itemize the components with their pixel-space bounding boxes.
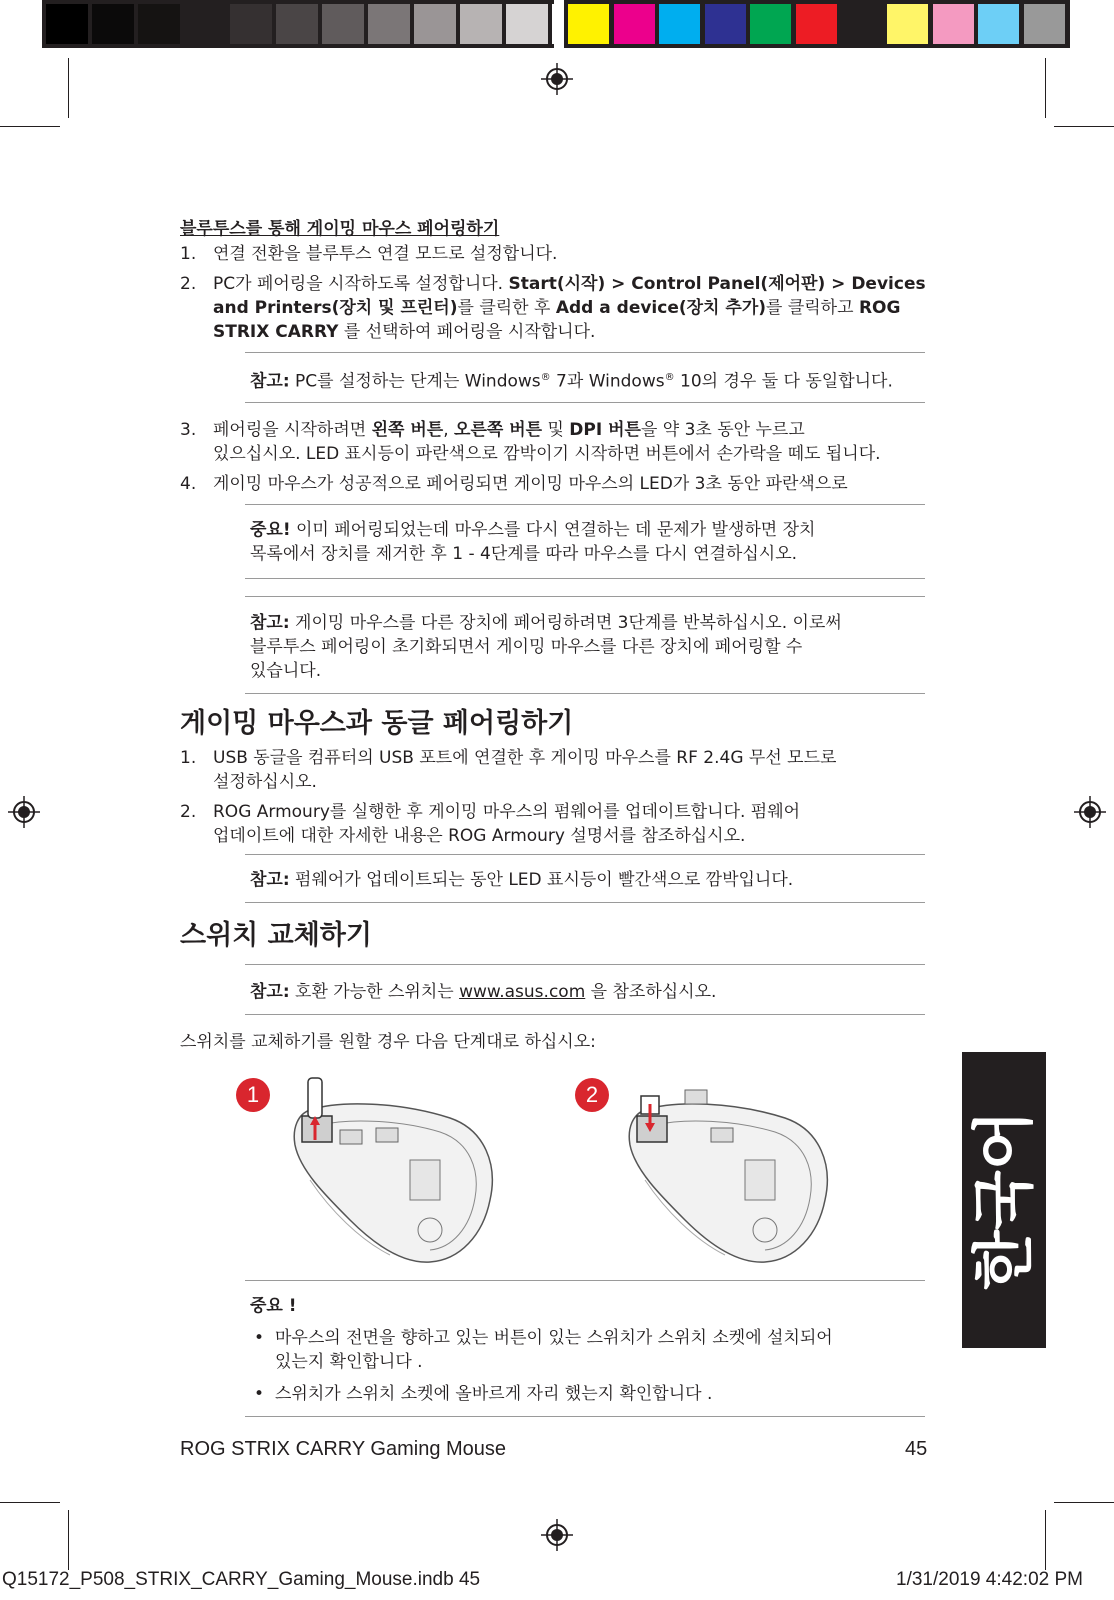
process-swatch: [887, 4, 928, 44]
bullet-text: 있는지 확인합니다 .: [275, 1352, 423, 1372]
step-text-part: ,: [443, 420, 455, 440]
step-text: ROG Armoury를 실행한 후 게이밍 마우스의 펌웨어를 업데이트합니다. 펌웨어: [213, 802, 801, 822]
process-swatch: [796, 4, 837, 44]
important-text: 이미 페어링되었는데 마우스를 다시 연결하는 데 문제가 발생하면 장치: [290, 520, 816, 540]
step-text: [213, 296, 900, 320]
slug-timestamp: 1/31/2019 4:42:02 PM: [896, 1569, 1083, 1590]
note-rule-top: [245, 596, 925, 597]
product-name: STRIX CARRY: [213, 322, 339, 342]
step-text: 있으십시오. LED 표시등이 파란색으로 깜박이기 시작하면 버튼에서 손가락을 떼도 됩니다.: [213, 444, 881, 464]
note-rule-top: [245, 854, 925, 855]
crop-mark-top-left: [68, 58, 69, 118]
important-label: 중요!: [250, 520, 291, 540]
mouse-illustration-step2: [615, 1070, 845, 1270]
footer-page-number: 45: [905, 1438, 928, 1460]
language-tab-label: 한국어: [967, 1110, 1040, 1290]
step-text-part: 를 클릭하고: [766, 298, 859, 318]
process-swatch: [750, 4, 791, 44]
note-text: 블루투스 페어링이 초기화되면서 게이밍 마우스를 다른 장치에 페어링할 수: [250, 637, 803, 657]
note-label: 참고:: [250, 982, 290, 1002]
step-text-part: 을 약 3초 동안 누르고: [640, 420, 805, 440]
gray-swatch: [46, 4, 88, 44]
note-text: 호환 가능한 스위치는: [289, 982, 460, 1002]
process-swatch: [705, 4, 746, 44]
process-swatch: [978, 4, 1019, 44]
bullet-glyph: •: [254, 1328, 265, 1348]
registration-mark-bottom: [541, 1519, 573, 1551]
bullet-text: 스위치가 스위치 소켓에 올바르게 자리 했는지 확인합니다 .: [275, 1384, 713, 1404]
step-text-part: 를 선택하여 페어링을 시작합니다.: [338, 322, 596, 342]
note-label: 참고:: [250, 870, 290, 890]
registration-mark-left: [8, 796, 40, 828]
step-text-part: 및: [542, 420, 570, 440]
important-rule-bottom: [245, 1416, 925, 1417]
important-text: 목록에서 장치를 제거한 후 1 - 4단계를 따라 마우스를 다시 연결하십시오.: [250, 544, 798, 564]
crop-mark-bottom-left-h: [0, 1502, 60, 1503]
registration-mark-top: [541, 63, 573, 95]
button-name: 오른쪽 버튼: [454, 420, 543, 440]
process-swatch: [1024, 4, 1065, 44]
gray-swatch: [184, 4, 226, 44]
crop-mark-top-left-h: [0, 126, 60, 127]
footer-product-name: ROG STRIX CARRY Gaming Mouse: [180, 1438, 507, 1460]
crop-mark-top-right-h: [1054, 126, 1114, 127]
note-text: 있습니다.: [250, 661, 322, 681]
note-rule-bottom: [245, 693, 925, 694]
note-rule-bottom: [245, 402, 925, 403]
gray-swatch: [138, 4, 180, 44]
note-text: PC를 설정하는 단계는 Windows: [289, 371, 541, 392]
menu-path: Start(시작) > Control Panel(제어판) > Devices: [508, 274, 926, 294]
gray-swatch: [276, 4, 318, 44]
crop-mark-bottom-right: [1045, 1510, 1046, 1570]
gray-swatch: [506, 4, 548, 44]
note-text: 펌웨어가 업데이트되는 동안 LED 표시등이 빨간색으로 깜박입니다.: [289, 870, 794, 890]
crop-mark-bottom-left: [68, 1510, 69, 1570]
gray-swatch: [460, 4, 502, 44]
gray-swatch: [230, 4, 272, 44]
important-rule-bottom: [245, 578, 925, 579]
important-note: [250, 518, 815, 542]
crop-mark-top-right: [1045, 58, 1046, 118]
gray-swatch: [414, 4, 456, 44]
language-side-tab: [962, 1052, 1046, 1348]
important-rule-top: [245, 1280, 925, 1281]
step-number: 1.: [180, 244, 197, 264]
step-text-part: 페어링을 시작하려면: [213, 420, 372, 440]
note-label: 참고:: [250, 613, 290, 633]
step-text-part: PC가 페어링을 시작하도록 설정합니다.: [213, 274, 509, 294]
process-swatch: [568, 4, 609, 44]
product-name: ROG: [858, 298, 901, 318]
asus-website-link[interactable]: www.asus.com: [459, 982, 586, 1002]
step-text: 연결 전환을 블루투스 연결 모드로 설정합니다.: [213, 244, 558, 264]
step-number: 2.: [180, 274, 197, 294]
gray-swatch: [92, 4, 134, 44]
gray-swatch: [322, 4, 364, 44]
section-heading-dongle: 게이밍 마우스과 동글 페어링하기: [180, 708, 574, 739]
note-text: 10의 경우 둘 다 동일합니다.: [674, 371, 893, 392]
section-heading-bluetooth: 블루투스를 통해 게이밍 마우스 페어링하기: [180, 219, 500, 239]
registered-mark: ®: [540, 372, 551, 383]
step-text: USB 동글을 컴퓨터의 USB 포트에 연결한 후 게이밍 마우스를 RF 2.4G 무선 모드로: [213, 748, 837, 768]
step-text: 업데이트에 대한 자세한 내용은 ROG Armoury 설명서를 참조하십시오.: [213, 826, 746, 846]
note-rule-top: [245, 964, 925, 965]
registered-mark: ®: [664, 372, 675, 383]
note-text: 7과 Windows: [550, 371, 665, 392]
step-number: 1.: [180, 748, 197, 768]
process-swatch: [933, 4, 974, 44]
section-heading-switch: 스위치 교체하기: [180, 920, 372, 951]
step-text: 설정하십시오.: [213, 772, 317, 792]
bullet-text: 마우스의 전면을 향하고 있는 버튼이 있는 스위치가 스위치 소켓에 설치되어: [275, 1328, 833, 1348]
note-label: 참고:: [250, 371, 290, 392]
gray-swatch: [368, 4, 410, 44]
step-number: 2.: [180, 802, 197, 822]
crop-mark-bottom-right-h: [1054, 1502, 1114, 1503]
menu-path: Add a device(장치 추가): [555, 298, 767, 318]
step-text: [213, 320, 595, 344]
step-number: 4.: [180, 474, 197, 494]
button-name: 왼쪽 버튼: [371, 420, 444, 440]
slug-file-info: Q15172_P508_STRIX_CARRY_Gaming_Mouse.indb 45: [2, 1569, 481, 1590]
button-name: DPI 버튼: [569, 420, 641, 440]
mouse-illustration-step1: [280, 1070, 510, 1270]
step-badge-2: 2: [575, 1078, 609, 1112]
note-rule-top: [245, 352, 925, 353]
note: [250, 366, 893, 394]
important-label: [250, 1294, 297, 1318]
intro-text: 스위치를 교체하기를 원할 경우 다음 단계대로 하십시오:: [180, 1032, 596, 1052]
important-rule-top: [245, 504, 925, 505]
step-number: 3.: [180, 420, 197, 440]
note: [250, 980, 716, 1004]
process-swatch: [659, 4, 700, 44]
step-text: [213, 272, 926, 296]
step-text: 게이밍 마우스가 성공적으로 페어링되면 게이밍 마우스의 LED가 3초 동안 파란색으로: [213, 474, 848, 494]
registration-mark-right: [1074, 796, 1106, 828]
process-swatch: [842, 4, 883, 44]
important-label-text: 중요 !: [250, 1296, 297, 1316]
note-text: 을 참조하십시오.: [585, 982, 717, 1002]
step-text: [213, 418, 805, 442]
note: [250, 611, 842, 635]
menu-path: and Printers(장치 및 프린터): [213, 298, 458, 318]
note: [250, 868, 793, 892]
process-swatch: [614, 4, 655, 44]
step-text-part: 를 클릭한 후: [457, 298, 556, 318]
note-text: 게이밍 마우스를 다른 장치에 페어링하려면 3단계를 반복하십시오. 이로써: [289, 613, 842, 633]
bullet-glyph: •: [254, 1384, 265, 1404]
note-rule-bottom: [245, 1014, 925, 1015]
note-rule-bottom: [245, 902, 925, 903]
step-badge-1: 1: [236, 1078, 270, 1112]
